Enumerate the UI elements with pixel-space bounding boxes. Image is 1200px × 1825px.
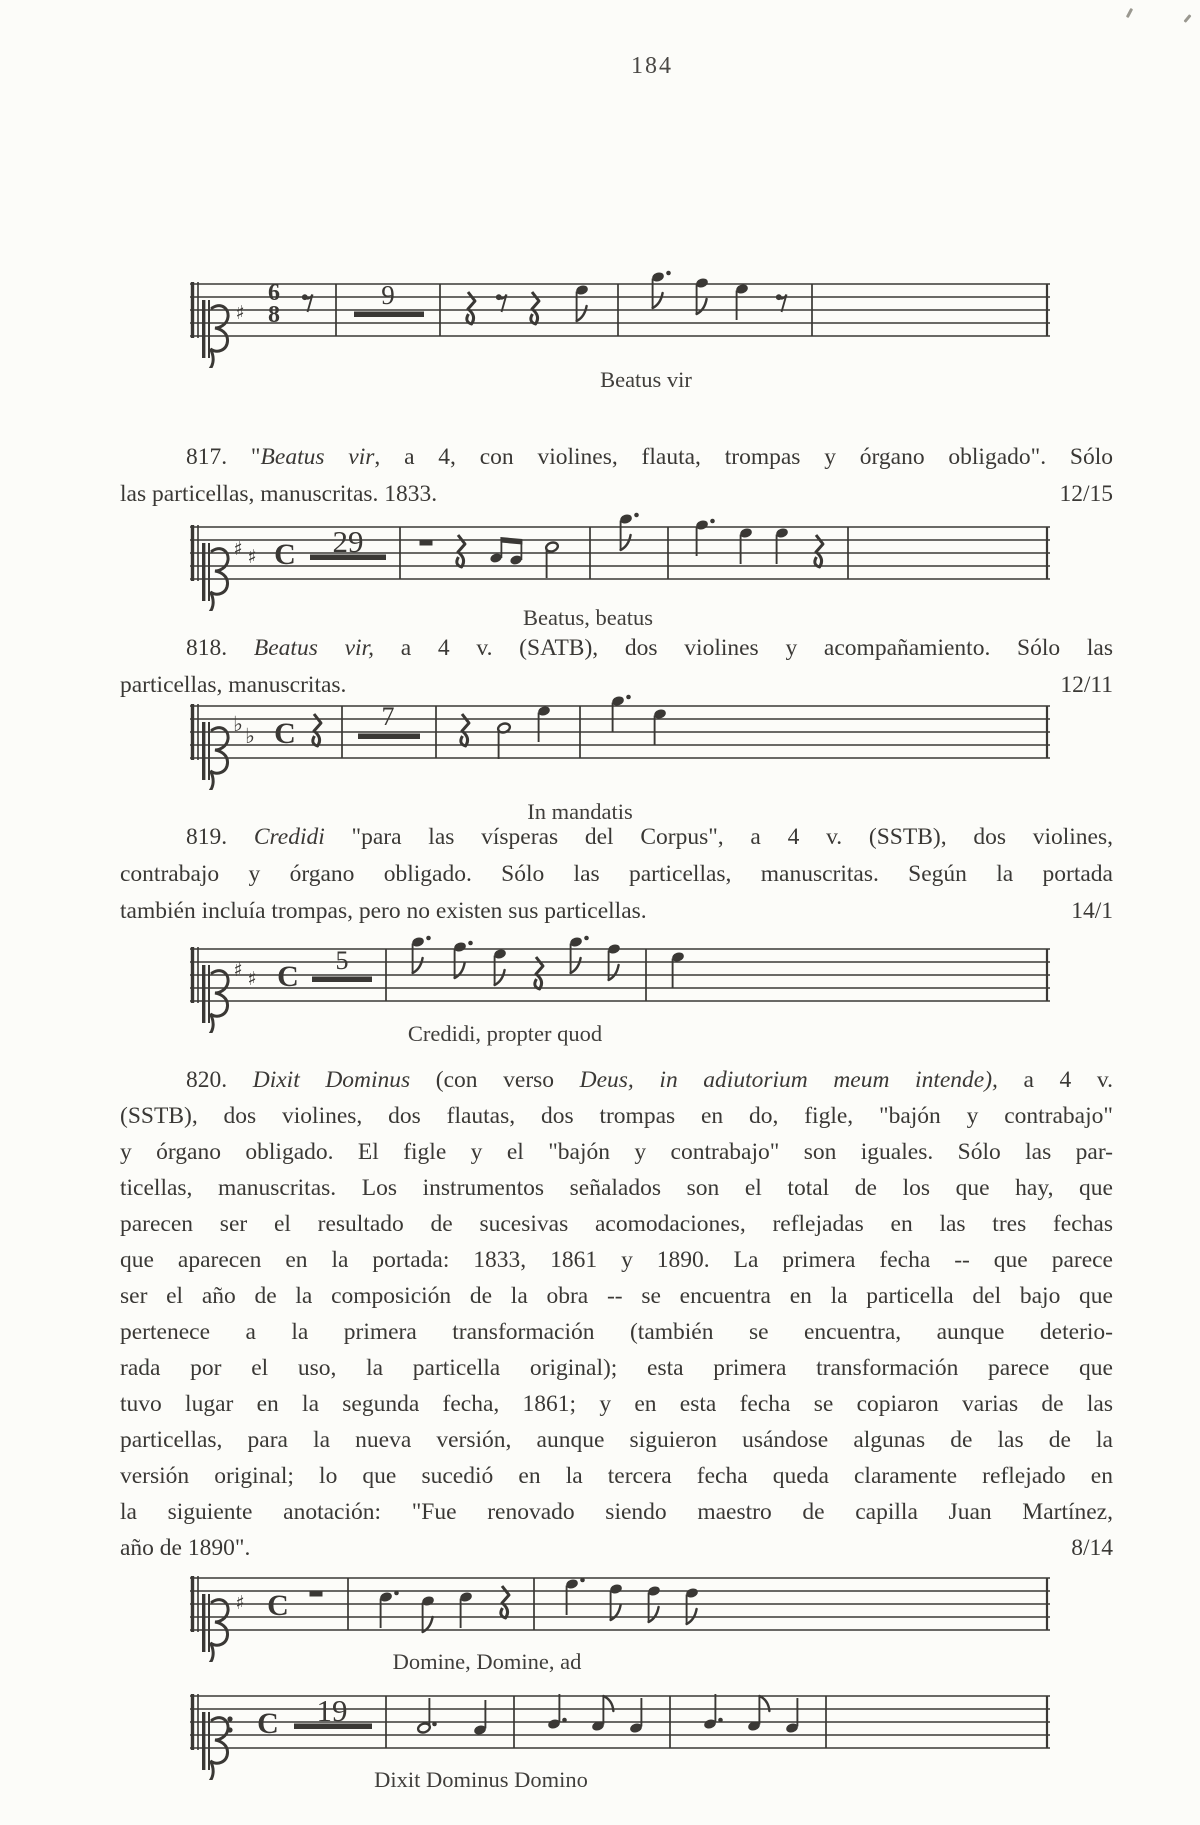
entry-text: a 4 v. (997, 1067, 1114, 1093)
entry-text: pertenece a la primera transformación (también se encuentra, aunque deterio- (120, 1319, 1113, 1345)
entry-text: también incluía trompas, pero no existen sus particellas. (120, 898, 647, 924)
entry-text: contrabajo y órgano obligado. Sólo las particellas, manuscritas. Según la portada (120, 861, 1113, 887)
entry-text: particellas, para la nueva versión, aunque siguieron usándose algunas de las de la (120, 1427, 1113, 1453)
entry-line (120, 1170, 1113, 1206)
entry-text: a 4 v. (SATB), dos violines y acompañamiento. Sólo las (373, 635, 1113, 661)
entry-line (120, 1458, 1113, 1494)
scan-speck (1183, 14, 1191, 23)
entry-text: 817. " (186, 444, 261, 470)
music-incipit-beatus-vir (190, 252, 1052, 368)
staff-notation (190, 252, 1052, 368)
work-title-italic: Beatus vir, (253, 635, 374, 661)
page-number: 184 (631, 53, 673, 79)
staff-notation (190, 1664, 1052, 1780)
entry-text: las particellas, manuscritas. 1833. (120, 481, 438, 507)
svg-text:8: 8 (268, 302, 280, 328)
entry-text: tuvo lugar en la segunda fecha, 1861; y en esta fecha se copiaron varias de las (120, 1391, 1113, 1417)
svg-text:♯: ♯ (235, 1592, 245, 1614)
svg-text:C: C (274, 538, 296, 571)
incipit-caption-beatus-vir: Beatus vir (600, 367, 692, 392)
entry-line (120, 1206, 1113, 1242)
staff-notation (190, 674, 1052, 790)
work-title-italic: Credidi (253, 824, 325, 850)
entry-line (120, 1350, 1113, 1386)
entry-text: 819. (186, 824, 254, 850)
incipit-caption-dixit-dominus: Dixit Dominus Domino (374, 1767, 588, 1792)
entry-line (120, 1098, 1113, 1134)
entry-text: ser el año de la composición de la obra -- se encuentra en la particella del bajo que (120, 1283, 1113, 1309)
svg-text:5: 5 (335, 946, 349, 975)
entry-text: versión original; lo que sucedió en la tercera fecha queda claramente reflejado en (120, 1463, 1113, 1489)
entry-text: y órgano obligado. El figle y el "bajón y contrabajo" son iguales. Sólo las par- (120, 1139, 1113, 1165)
svg-text:6: 6 (268, 280, 280, 306)
work-title-italic: Beatus vir (260, 444, 375, 470)
incipit-caption-domine: Domine, Domine, ad (392, 1649, 582, 1674)
svg-text:C: C (257, 1707, 279, 1740)
entry-text: , a 4, con violines, flauta, trompas y órgano obligado". Sólo (374, 444, 1114, 470)
music-incipit-dixit-dominus (190, 1664, 1052, 1780)
entry-line (120, 856, 1113, 893)
entry-line (120, 1278, 1113, 1314)
entry-line (120, 1386, 1113, 1422)
entry-text: (con verso (410, 1067, 580, 1093)
music-incipit-in-mandatis (190, 674, 1052, 790)
entry-text: parecen ser el resultado de sucesivas acomodaciones, reflejadas en las tres fechas (120, 1211, 1113, 1237)
svg-text:♯: ♯ (235, 302, 245, 324)
staff-notation (190, 1546, 1052, 1662)
archive-reference: 14/1 (1071, 898, 1113, 924)
archive-reference: 12/15 (1059, 481, 1113, 507)
entry-line (120, 819, 1113, 856)
archive-reference: 12/11 (1060, 672, 1113, 698)
staff-notation (190, 495, 1052, 611)
entry-line (120, 1242, 1113, 1278)
incipit-caption-credidi: Credidi, propter quod (407, 1021, 603, 1046)
work-title-italic: Dixit Dominus (252, 1067, 411, 1093)
entry-line (120, 1134, 1113, 1170)
svg-text:♯: ♯ (233, 959, 243, 981)
entry-line (120, 630, 1113, 667)
svg-text:9: 9 (381, 280, 395, 310)
svg-text:♯: ♯ (247, 968, 257, 990)
music-incipit-beatus-beatus (190, 495, 1052, 611)
svg-text:♯: ♯ (247, 546, 257, 568)
entry-text: la siguiente anotación: "Fue renovado siendo maestro de capilla Juan Martínez, (120, 1499, 1113, 1525)
entry-text: ticellas, manuscritas. Los instrumentos señalados son el total de los que hay, que (120, 1175, 1113, 1201)
music-incipit-credidi (190, 917, 1052, 1033)
entry-text: (SSTB), dos violines, dos flautas, dos trompas en do, figle, "bajón y contrabajo" (120, 1103, 1113, 1129)
svg-text:♭: ♭ (233, 712, 243, 736)
entry-line (120, 1314, 1113, 1350)
music-incipit-domine (190, 1546, 1052, 1662)
staff-notation (190, 917, 1052, 1033)
catalog-entry-819 (120, 819, 1113, 930)
svg-text:C: C (267, 1589, 289, 1622)
svg-text:19: 19 (316, 1693, 348, 1728)
entry-line (120, 439, 1113, 476)
entry-text: 820. (186, 1067, 253, 1093)
entry-text: que aparecen en la portada: 1833, 1861 y 1890. La primera fecha -- que parece (120, 1247, 1113, 1273)
entry-line (120, 1494, 1113, 1530)
svg-text:C: C (277, 960, 299, 993)
entry-line (120, 1062, 1113, 1098)
svg-text:C: C (274, 717, 296, 750)
incipit-caption-in-mandatis: In mandatis (527, 799, 633, 824)
scan-speck (1126, 8, 1133, 18)
entry-text: rada por el uso, la particella original); esta primera transformación parece que (120, 1355, 1113, 1381)
svg-text:7: 7 (381, 702, 395, 731)
svg-text:♭: ♭ (245, 724, 255, 748)
archive-reference: 8/14 (1071, 1535, 1113, 1561)
entry-text: particellas, manuscritas. (120, 672, 347, 698)
entry-line (120, 1422, 1113, 1458)
entry-text: 818. (186, 635, 254, 661)
work-title-italic: Deus, in adiutorium meum intende), (579, 1067, 998, 1093)
entry-text: "para las vísperas del Corpus", a 4 v. (SSTB), dos violines, (324, 824, 1113, 850)
entry-text: año de 1890". (120, 1535, 251, 1561)
incipit-caption-beatus-beatus: Beatus, beatus (523, 605, 653, 630)
svg-text:♯: ♯ (233, 538, 243, 560)
svg-text:29: 29 (332, 524, 364, 559)
catalog-entry-820 (120, 1062, 1113, 1566)
